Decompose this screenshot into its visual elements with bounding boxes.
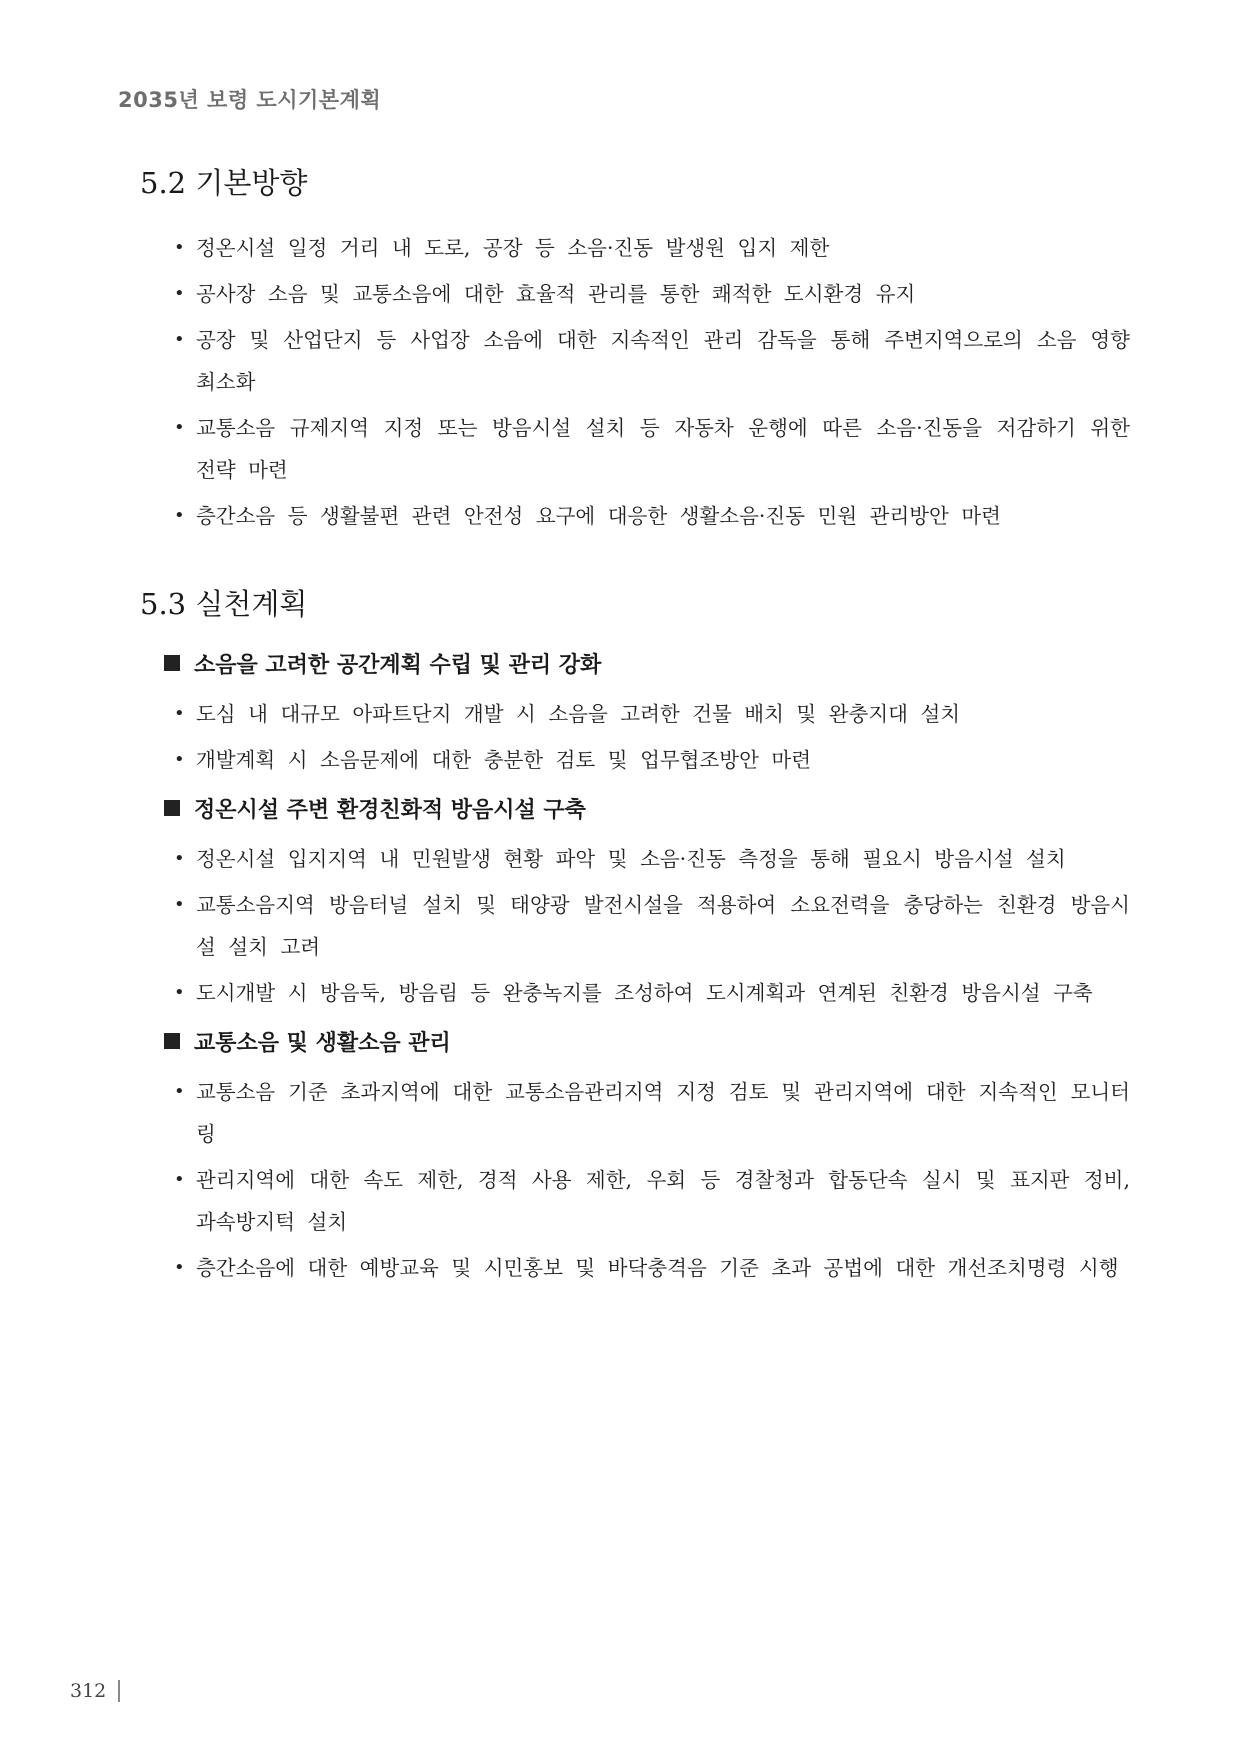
bullet-icon: • <box>174 1256 185 1278</box>
bullet-icon: • <box>174 416 185 438</box>
square-bullet-icon <box>164 800 180 816</box>
list-item-text: 교통소음 기준 초과지역에 대한 교통소음관리지역 지정 검토 및 관리지역에 대한 지속적인 모니터링 <box>196 1079 1130 1146</box>
bullet-icon: • <box>174 328 185 350</box>
list-item <box>174 693 1130 735</box>
list-item-text: 도심 내 대규모 아파트단지 개발 시 소음을 고려한 건물 배치 및 완충지대 설치 <box>196 701 961 726</box>
page-footer <box>70 1680 120 1702</box>
bullet-icon: • <box>174 702 185 724</box>
list-item <box>174 273 1130 315</box>
square-bullet-icon <box>164 655 180 671</box>
list-item-text: 층간소음 등 생활불편 관련 안전성 요구에 대응한 생활소음·진동 민원 관리방안 마련 <box>196 503 1001 528</box>
bullet-icon: • <box>174 504 185 526</box>
list-item-text: 도시개발 시 방음둑, 방음림 등 완충녹지를 조성하여 도시계획과 연계된 친환경 방음시설 구축 <box>196 980 1093 1005</box>
bullet-list <box>140 838 1130 1014</box>
list-item <box>174 1247 1130 1289</box>
list-item <box>174 407 1130 491</box>
list-item <box>174 495 1130 537</box>
page-number: 312 <box>70 1680 107 1702</box>
subsection-heading-text: 교통소음 및 생활소음 관리 <box>194 1030 451 1056</box>
list-item-text: 정온시설 입지지역 내 민원발생 현황 파악 및 소음·진동 측정을 통해 필요시 방음시설 설치 <box>196 846 1066 871</box>
list-item <box>174 1159 1130 1243</box>
section-title-basic-direction: 5.2 기본방향 <box>140 166 308 200</box>
bullet-icon: • <box>174 1168 185 1190</box>
list-item-text: 관리지역에 대한 속도 제한, 경적 사용 제한, 우회 등 경찰청과 합동단속 실시 및 표지판 정비, 과속방지턱 설치 <box>196 1167 1130 1234</box>
bullet-icon: • <box>174 236 185 258</box>
running-header: 2035년 보령 도시기본계획 <box>118 88 382 112</box>
footer-divider <box>118 1680 120 1702</box>
bullet-list <box>140 1071 1130 1289</box>
list-item <box>174 884 1130 968</box>
list-item <box>174 1071 1130 1155</box>
list-item <box>174 319 1130 403</box>
subsection-heading <box>164 648 1130 679</box>
subsection-heading <box>164 793 1130 824</box>
list-item-text: 정온시설 일정 거리 내 도로, 공장 등 소음·진동 발생원 입지 제한 <box>196 235 830 260</box>
page-content <box>140 166 1130 1293</box>
bullet-list <box>140 227 1130 537</box>
list-item <box>174 838 1130 880</box>
bullet-icon: • <box>174 1080 185 1102</box>
list-item-text: 층간소음에 대한 예방교육 및 시민홍보 및 바닥충격음 기준 초과 공법에 대한 개선조치명령 시행 <box>196 1255 1119 1280</box>
square-bullet-icon <box>164 1033 180 1049</box>
list-item-text: 교통소음 규제지역 지정 또는 방음시설 설치 등 자동차 운행에 따른 소음·진동을 저감하기 위한 전략 마련 <box>196 415 1130 482</box>
list-item-text: 교통소음지역 방음터널 설치 및 태양광 발전시설을 적용하여 소요전력을 충당하는 친환경 방음시설 설치 고려 <box>196 892 1130 959</box>
bullet-icon: • <box>174 847 185 869</box>
subsection-heading-text: 정온시설 주변 환경친화적 방음시설 구축 <box>194 797 586 823</box>
bullet-list <box>140 693 1130 781</box>
subsection-heading <box>164 1026 1130 1057</box>
list-item <box>174 972 1130 1014</box>
list-item-text: 공사장 소음 및 교통소음에 대한 효율적 관리를 통한 쾌적한 도시환경 유지 <box>196 281 916 306</box>
list-item-text: 공장 및 산업단지 등 사업장 소음에 대한 지속적인 관리 감독을 통해 주변지역으로의 소음 영향 최소화 <box>196 327 1130 394</box>
list-item-text: 개발계획 시 소음문제에 대한 충분한 검토 및 업무협조방안 마련 <box>196 747 812 772</box>
bullet-icon: • <box>174 981 185 1003</box>
subsection-heading-text: 소음을 고려한 공간계획 수립 및 관리 강화 <box>194 652 602 678</box>
bullet-icon: • <box>174 748 185 770</box>
list-item <box>174 739 1130 781</box>
bullet-icon: • <box>174 893 185 915</box>
section-title-action-plan: 5.3 실천계획 <box>140 586 308 621</box>
list-item <box>174 227 1130 269</box>
bullet-icon: • <box>174 282 185 304</box>
